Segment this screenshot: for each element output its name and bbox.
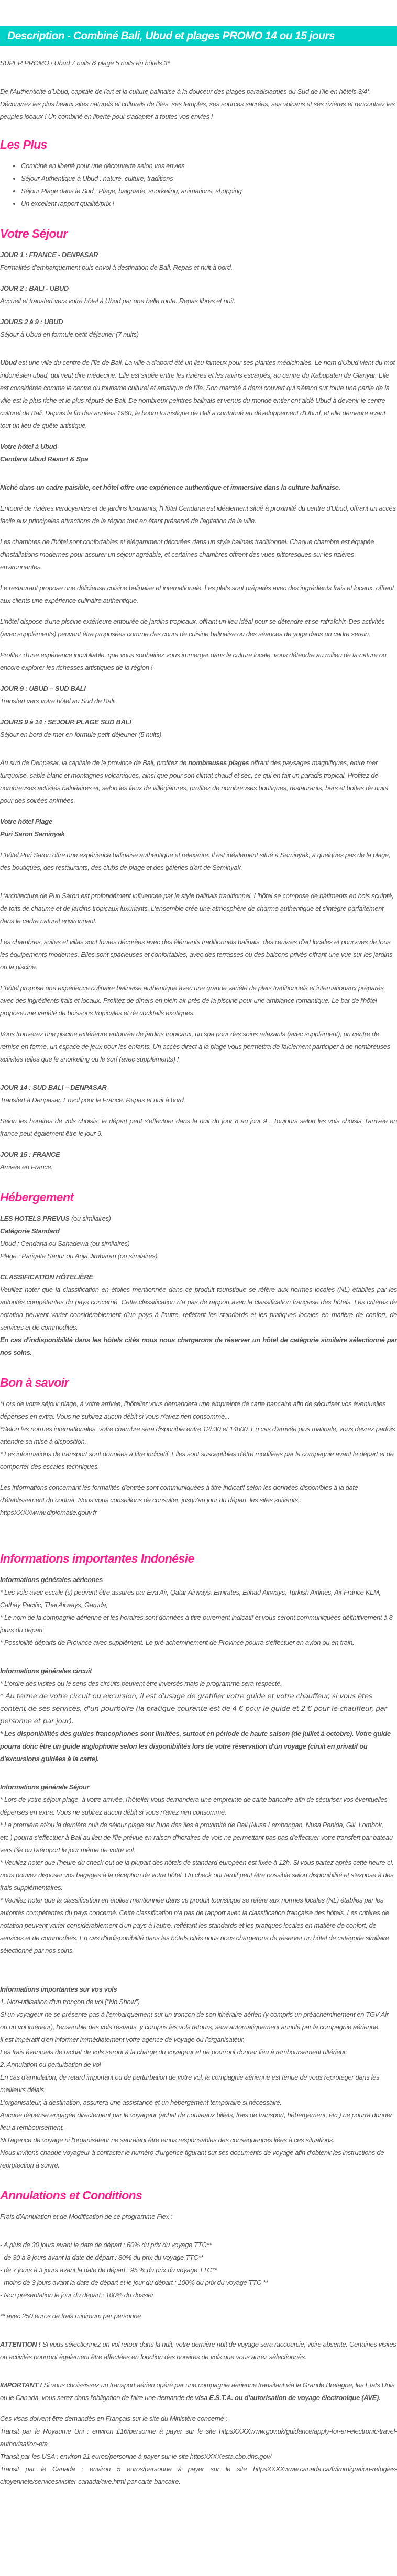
text-line: 1. Non-utilisation d'un tronçon de vol ("No Show")	[0, 1998, 140, 2006]
paragraph	[0, 536, 397, 573]
text-line: L'organisateur, à destination, assurera une assistance et un hébergement temporaire si nécessaire.	[0, 2098, 282, 2106]
bold-text: visa E.S.T.A. ou d'autorisation de voyage électronique (AVE).	[195, 2394, 381, 2402]
bold-text: Informations générales aériennes	[0, 1576, 103, 1584]
text-line: Ces visas doivent être demandés en Français sur le site du Ministère concerné :	[0, 2415, 228, 2423]
paragraph	[0, 716, 397, 741]
text-line: * Lors de votre séjour plage, à votre arrivée, l'hôtelier vous demandera une empreinte de carte bancaire afin de sécuriser vos éventuelles dépenses en extra. Vous ne subirez aucun débit si vous n'avez rien consommé.	[0, 1796, 388, 1816]
text-line: Transfert à Denpasar. Envol pour la France. Repas et nuit à bord.	[0, 1096, 185, 1104]
bold-text: Niché dans un cadre paisible, cet hôtel offre une expérience authentique et immersive dans la culture balinaise.	[0, 483, 340, 491]
text-line: Selon les horaires de vols choisis, le départ peut s'effectuer dans la nuit du jour 8 au jour 9 . Toujours selon les vols choisis, l'arrivée en france peut également être le jour 9.	[0, 1117, 397, 1137]
paragraph	[0, 1398, 397, 1473]
section	[0, 2187, 397, 2488]
paragraph	[0, 1665, 397, 1690]
paragraph	[0, 1148, 397, 1174]
paragraph	[0, 1690, 397, 1728]
text-run: est une ville du centre de l'île de Bali. La ville a d'abord été un lieu fameux pour ses plantes médicinales. Le nom d'Ubud vient du mot indonésien ubad, qui veut dire médecine. Elle est située entre les rizières et les ravins escarpés, au centre du Kabupaten de Gianyar. Elle est considérée comme le centre du tourisme culturel et artistique de l'île. Son marché à demi couvert qui s'étend sur toute une partie de la ville est le plus riche et le plus réputé de Bali. De nombreux peintres balinais et venus du monde entier ont aidé Ubud à devenir le centre culturel de Bali. Depuis la fin des années 1960, le boom touristique de Bali a contribué au développement d'Ubud, et elle demeure avant tout un lieu de quête artistique.	[0, 359, 395, 429]
section-heading: Informations importantes Indonésie	[0, 1552, 194, 1565]
paragraph	[0, 815, 397, 841]
bold-text: Votre hôtel Plage	[0, 817, 52, 825]
paragraph	[0, 2210, 397, 2223]
text-line: - de 30 à 8 jours avant la date de départ : 80% du prix du voyage TTC**	[0, 2253, 203, 2261]
text-line: Si un voyageur ne se présente pas à l'embarquement sur un tronçon de son itinéraire aérien (y compris un préacheminement en TGV Air ou un vol intérieur), l'ensemble des vols restants, y compris les vols retours, sera automatiquement annulé par la compagnie aérienne.	[0, 2010, 389, 2031]
bold-text: IMPORTANT !	[0, 2381, 42, 2389]
text-line: L'architecture de Puri Saron est profondément influencée par le style balinais traditionnel. L'hôtel se compose de bâtiments en bois sculpté, de toits de chaume et de jardins tropicaux luxuriants. L'ensemble crée une atmosphère de charme authentique et s'intègre parfaitement dans le cadre naturel environnant.	[0, 892, 394, 925]
text-line: SUPER PROMO ! Ubud 7 nuits & plage 5 nuits en hôtels 3*	[0, 59, 170, 67]
text-line: Il est impératif d'en informer immédiatement votre agence de voyage ou l'organisateur.	[0, 2036, 245, 2043]
paragraph	[0, 249, 397, 274]
paragraph	[0, 2239, 397, 2302]
paragraph	[0, 1482, 397, 1519]
list-item: • Combiné en liberté pour une découverte selon vos envies	[21, 160, 397, 172]
text-line: - moins de 3 jours avant la date de départ et le jour du départ : 100% du prix du voyage TTC **	[0, 2279, 268, 2286]
text-run: Au sud de Denpasar, la capitale de la province de Bali, profitez de	[0, 759, 189, 767]
page-title: Description - Combiné Bali, Ubud et plages PROMO 14 ou 15 jours	[7, 29, 335, 42]
paragraph	[0, 757, 397, 807]
bold-text: JOUR 1 : FRANCE - DENPASAR	[0, 251, 98, 259]
list-item: • Séjour Authentique à Ubud : nature, culture, traditions	[21, 172, 397, 185]
text-line: - Non présentation le jour du départ : 100% du dossier	[0, 2291, 154, 2299]
paragraph	[0, 316, 397, 341]
text-line: Plage : Parigata Sanur ou Anja Jimbaran (ou similaires)	[0, 1252, 158, 1260]
text-line: Accueil et transfert vers votre hôtel à Ubud par une belle route. Repas libres et nuit.	[0, 297, 236, 305]
paragraph	[0, 682, 397, 707]
paragraph	[0, 1781, 397, 1957]
bold-text: * Les disponibilités des guides francophones sont limitées, surtout en période de haute saison (de juillet à octobre). Votre guide pourra donc être un guide anglophone selon les disponibilités lors de votre réservation d'un voyage (ciruit en privatif ou d'excursions guidées à la carte).	[0, 1730, 391, 1763]
text-line: - de 7 jours à 3 jours avant la date de départ : 95 % du prix du voyage TTC**	[0, 2266, 217, 2274]
bold-text: Informations générale Séjour	[0, 1783, 90, 1791]
paragraph	[0, 1728, 397, 1765]
bold-text: CLASSIFICATION HÔTELIÈRE	[0, 1273, 93, 1281]
paragraph	[0, 1081, 397, 1107]
bold-text: JOUR 15 : FRANCE	[0, 1151, 60, 1158]
paragraph	[0, 2379, 397, 2404]
text-line: Les chambres, suites et villas sont toutes décorées avec des éléments traditionnels balinais, des œuvres d'art locales et pourvues de tous les équipements modernes. Elles sont spacieuses et confortables, avec des terrasses ou des balcons privés offrant une vue sur les jardins ou la piscine.	[0, 938, 393, 971]
section	[0, 137, 397, 210]
text-line: * Veuillez noter que la classification en étoiles mentionnée dans ce produit touristique se réfère aux normes locales (NL) établies par les autorités compétentes du pays concerné. Cette classification n'a pas de rapport avec la classification française des hôtels. Les critères de notation peuvent varier considérablement d'un pays à l'autre, reflétant les standards et les pratiques locales en matière de confort, de services et de commodités. En cas d'indisponibilité dans les hôtels cités nous nous chargerons de réserver un hôtel de catégorie similaire sélectionné par nos soins.	[0, 1896, 389, 1954]
text-run: (ou similaires)	[69, 1214, 111, 1222]
paragraph	[0, 502, 397, 527]
section	[0, 1551, 397, 2172]
text-line: Le restaurant propose une délicieuse cuisine balinaise et internationale. Les plats sont préparés avec des ingrédients frais et locaux, offrant aux clients une expérience culinaire authentique.	[0, 584, 394, 604]
text-line: L'hôtel Puri Saron offre une expérience balinaise authentique et relaxante. Il est idéalement situé à Seminyak, à quelques pas de la plage, des boutiques, des restaurants, des clubs de plage et des galeries d'art de Seminyak.	[0, 851, 391, 871]
bold-text: JOURS 9 à 14 : SEJOUR PLAGE SUD BALI	[0, 718, 131, 726]
section	[0, 1189, 397, 1359]
text-line: * Les informations de transport sont données à titre indicatif. Elles sont susceptibles d'être modifiées par la compagnie avant le départ et de comporter des escales techniques.	[0, 1450, 394, 1471]
bullet-list	[0, 160, 397, 210]
paragraph	[0, 1028, 397, 1066]
bold-text: ATTENTION !	[0, 2340, 41, 2348]
bold-text: Puri Saron Seminyak	[0, 830, 65, 838]
paragraph	[0, 1271, 397, 1359]
text-line: Aucune dépense engagée directement par le voyageur (achat de nouveaux billets, frais de transport, hébergement, etc.) ne pourra donner lieu à remboursement.	[0, 2111, 392, 2131]
bold-text: En cas d'indisponibilité dans les hôtels cités nous nous chargerons de réserver un hôtel de catégorie similaire sélectionné par nos soins.	[0, 1336, 397, 1356]
paragraph	[0, 849, 397, 874]
paragraph	[0, 2413, 397, 2488]
bold-text: JOUR 14 : SUD BALI – DENPASAR	[0, 1084, 107, 1091]
bold-text: Informations importantes sur vos vols	[0, 1985, 117, 1993]
paragraph	[0, 1212, 397, 1263]
paragraph	[0, 582, 397, 607]
section-heading: Hébergement	[0, 1190, 74, 1204]
text-line: Transit par les USA : environ 21 euros/personne à payer sur le site httpsXXXXesta.cbp.dhs.gov/	[0, 2452, 272, 2460]
text-line: Frais d'Annulation et de Modification de ce programme Flex :	[0, 2213, 173, 2220]
text-line: De l'Authenticité d'Ubud, capitale de l'art et la culture balinaise à la douceur des plages paradisiaques du Sud de l'île en hôtels 3/4*. Découvrez les plus beaux sites naturels et culturels de l'îles, ses temples, ses sources sacrées, ses volcans et ses rizières et rencontrez les peuples locaux ! Un combiné en liberté pour s'adapter à toutes vos envies !	[0, 87, 395, 120]
text-run: offrant des paysages magnifiques, entre mer turquoise, sable blanc et montagnes volcaniques, ainsi que pour son climat chaud et sec, ce qui en fait un paradis tropical. Profitez de nombreuses activités balnéaires et, selon les lieux de villégiatures, profitez de nombreuses boutiques, restaurants, bars et boîtes de nuits pour des soirées animées.	[0, 759, 388, 804]
paragraph	[0, 1574, 397, 1649]
paragraph	[0, 890, 397, 927]
text-line: Vous trouverez une piscine extérieure entourée de jardins tropicaux, un spa pour des soins relaxants (avec supplément), un centre de remise en forme, un espace de jeux pour les enfants. Un accès direct à la plage vous permettra de faiclement participer à de nombreuses activités telles que le snorkeling ou le surf (avec suppléments) !	[0, 1030, 390, 1063]
paragraph	[0, 1983, 397, 2172]
text-run: Si vous sélectionnez un vol retour dans la nuit, votre dernière nuit de voyage sera raccourcie, voire absente. Certaines visites ou activités pourront également être affectées en fonction des horaires de vols que vous aurez sélectionnés.	[0, 2340, 396, 2361]
paragraph	[0, 1115, 397, 1140]
paragraph	[0, 357, 397, 432]
text-line: Les frais éventuels de rachat de vols seront à la charge du voyageur et ne pourront donner lieu à remboursement ultérieur.	[0, 2048, 347, 2056]
section	[0, 1375, 397, 1519]
description-title-bar	[0, 26, 397, 46]
text-line: Ubud : Cendana ou Sahadewa (ou similaires)	[0, 1240, 130, 1247]
bold-text: JOUR 9 : UBUD – SUD BALI	[0, 684, 86, 692]
text-line: *Selon les normes internationales, votre chambre sera disponible entre 12h30 et 14h00. En cas d'arrivée plus matinale, vous devrez parfois attendre sa mise à disposition.	[0, 1425, 395, 1445]
text-line: - A plus de 30 jours avant la date de départ : 60% du prix du voyage TTC**	[0, 2241, 212, 2249]
bold-text: nombreuses plages	[188, 759, 249, 767]
text-line: *Lors de votre séjour plage, à votre arrivée, l'hôtelier vous demandera une empreinte de carte bancaire afin de sécuriser vos éventuelles dépenses en extra. Vous ne subirez aucun débit si vous n'avez rien consommé...	[0, 1400, 386, 1420]
paragraph	[0, 282, 397, 307]
text-line: * Possibilité départs de Province avec supplément. Le pré acheminement de Province pourra s'effectuer en avion ou en train.	[0, 1639, 355, 1646]
paragraph	[0, 85, 397, 123]
text-line: 2. Annulation ou perturbation de vol	[0, 2061, 101, 2069]
section-heading: Votre Séjour	[0, 227, 68, 240]
section	[0, 226, 397, 1174]
text-line: Nous invitons chaque voyageur à contacter le numéro d'urgence figurant sur ses documents de voyage afin d'obtenir les instructions de reprotection à suivre.	[0, 2149, 384, 2169]
text-line: * Veuillez noter que l'heure du check out de la plupart des hôtels de standard européen est fixée à 12h. Si vous partez après cette heure-ci, nous pouvez disposer vos bagages à la réception de votre hôtel. Un check out tardif peut être possible selon disponibilité et s'expose à des frais supplémentaires.	[0, 1859, 394, 1892]
bold-text: Votre hôtel à Ubud	[0, 443, 57, 450]
text-line: * Le nom de la compagnie aérienne et les horaires sont données à titre purement indicatif et vous seront communiquées définitivement à 8 jours du départ	[0, 1613, 393, 1634]
text-line: Profitez d'une expérience inoubliable, que vous souhaitiez vous immerger dans la culture locale, vous détendre au milieu de la nature ou encore explorer les richesses artistiques de la région !	[0, 651, 387, 671]
section-heading: Les Plus	[0, 138, 47, 151]
text-line: Les informations concernant les formalités d'entrée sont communiquées à titre indicatif selon les données disponibles à la date d'établissement du contrat. Nous vous conseillons de consulter, jusqu'au jour du départ, les sites suivants : httpsXXXXwww.diplomatie.gouv.fr	[0, 1484, 358, 1517]
text-line: L'hôtel dispose d'une piscine extérieure entourée de jardins tropicaux, offrant un lieu idéal pour se détendre et se rafraîchir. Des activités (avec suppléments) peuvent être proposées comme des cours de cuisine balinaise ou des séances de yoga dans un cadre serein.	[0, 617, 385, 638]
bold-text: Ubud	[0, 359, 17, 367]
bold-text: Cendana Ubud Resort & Spa	[0, 455, 89, 463]
text-line: Veuillez noter que la classification en étoiles mentionnée dans ce produit touristique se réfère aux normes locales (NL) établies par les autorités compétentes du pays concerné. Cette classification n'a pas de rapport avec la classification française des hôtels. Les critères de notation peuvent varier considérablement d'un pays à l'autre, reflétant les standards et les pratiques locales en matière de confort, de services et de commodités.	[0, 1286, 397, 1331]
text-line: * L'ordre des visites ou le sens des circuits peuvent être inversés mais le programme sera respecté.	[0, 1679, 282, 1687]
paragraph	[0, 2310, 397, 2323]
paragraph	[0, 57, 397, 70]
text-line: ** avec 250 euros de frais minimum par personne	[0, 2312, 141, 2320]
section-heading: Bon à savoir	[0, 1376, 69, 1389]
section-heading: Annulations et Conditions	[0, 2188, 142, 2202]
bold-text: Catégorie Standard	[0, 1227, 60, 1235]
text-line: Transfert vers votre hôtel au Sud de Bali.	[0, 697, 116, 705]
paragraph	[0, 440, 397, 466]
text-line: Arrivée en France.	[0, 1163, 53, 1171]
text-line: Formalités d'embarquement puis envol à destination de Bali. Repas et nuit à bord.	[0, 263, 233, 271]
section	[0, 57, 397, 123]
text-line: Ni l'agence de voyage ni l'organisateur ne sauraient être tenus responsables des conséquences liées à ces situations.	[0, 2136, 335, 2144]
bold-text: JOUR 2 : BALI - UBUD	[0, 284, 69, 292]
text-line: Séjour à Ubud en formule petit-déjeuner (7 nuits)	[0, 330, 139, 338]
text-line: Transit par le Royaume Uni : environ £16/personne à payer sur le site httpsXXXXwww.gov.uk/guidance/apply-for-an-electronic-travel-authorisation-eta	[0, 2427, 397, 2448]
text-line: En cas d'annulation, de retard important ou de perturbation de votre vol, la compagnie aérienne est tenue de vous reprotéger dans les meilleurs délais.	[0, 2073, 380, 2094]
text-line: * La première et/ou la dernière nuit de séjour plage sur l'une des îles à proximité de Bali (Nusa Lembongan, Nusa Penida, Gili, Lombok, etc.) pourra s'effectuer à Bali au lieu de l'île prévue en raison d'horaires de vols ne permettant pas pas d'effectuer votre transfert par bateau vers l'île ou l'aéroport le jour même de votre vol.	[0, 1821, 393, 1854]
paragraph	[0, 649, 397, 674]
bold-text: Informations générales circuit	[0, 1667, 92, 1675]
paragraph	[0, 2338, 397, 2363]
text-line: * Les vols avec escale (s) peuvent être assurés par Eva Air, Qatar Airways, Emirates, Etihad Airways, Turkish Airlines, Air France KLM, Cathay Pacific, Thai Airways, Garuda,	[0, 1588, 381, 1609]
paragraph	[0, 936, 397, 974]
list-item: • Séjour Plage dans le Sud : Plage, baignade, snorkeling, animations, shopping	[21, 185, 397, 197]
text-line: Entouré de rizières verdoyantes et de jardins luxuriants, l'Hôtel Cendana est idéalement situé à proximité du centre d'Ubud, offrant un accès facile aux principales attractions de la région tout en étant préservé de l'agitation de la ville.	[0, 504, 396, 525]
content	[0, 57, 397, 2488]
text-line: Transit par le Canada : environ 5 euros/personne à payer sur le site httpsXXXXwww.canada.ca/fr/immigration-refugies-citoyennete/services/visiter-canada/ave.html par carte bancaire.	[0, 2465, 397, 2485]
text-run: Si vous choississez un transport aérien opéré par une compagnie aérienne transitant via la Grande Bretagne, les États Unis ou le Canada, vous serez dans l'obligation de faire une demande de	[0, 2381, 395, 2402]
paragraph	[0, 481, 397, 494]
bold-text: LES HOTELS PREVUS	[0, 1214, 70, 1222]
paragraph	[0, 982, 397, 1020]
text-line: L'hôtel propose une expérience culinaire balinaise authentique avec une grande variété de plats traditionnels et internationaux préparés avec des ingrédients frais et locaux. Profitez de dîners en plein air près de la piscine pour une ambiance romantique. Le bar de l'hôtel propose une variété de boissons tropicales et de cocktails exotiques.	[0, 984, 384, 1017]
text-line: Les chambres de l'hôtel sont confortables et élégamment décorées dans un style balinais traditionnel. Chaque chambre est équipée d'installations modernes pour assurer un séjour agréable, et certaines chambres offrent des vues pittoresques sur les rizières environnantes.	[0, 538, 374, 571]
bold-text: JOURS 2 à 9 : UBUD	[0, 318, 63, 326]
paragraph	[0, 615, 397, 640]
list-item: • Un excellent rapport qualité/prix !	[21, 197, 397, 210]
text-line: * Au terme de votre circuit ou excursion, il est d'usage de gratifier votre guide et votre chauffeur, si vous êtes content de ses services, d'un pourboire (la pratique courante est de 4 € pour le guide et 2 € pour le chauffeur, par personne et par jour).	[0, 1692, 387, 1726]
text-line: Séjour en bord de mer en formule petit-déjeuner (5 nuits).	[0, 731, 163, 738]
